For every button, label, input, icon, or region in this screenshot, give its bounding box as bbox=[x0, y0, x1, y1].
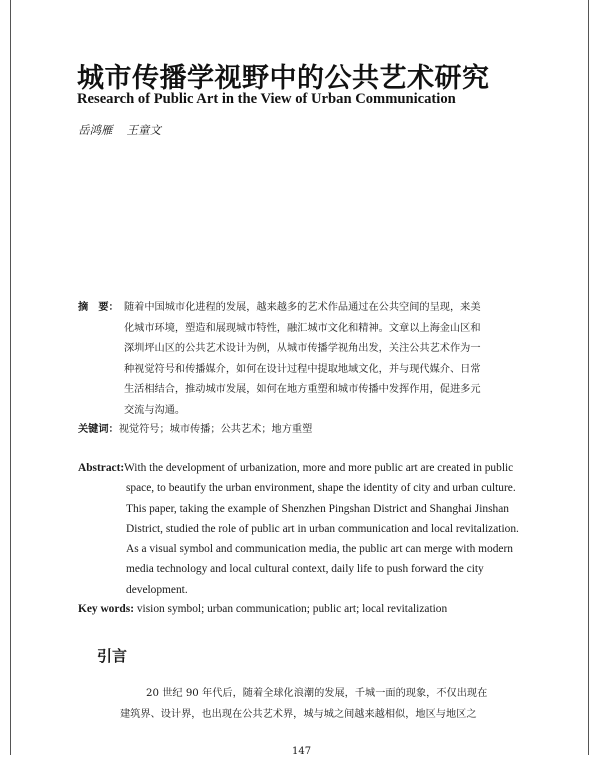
abstract-english-line: With the development of urbanization, more and more public art are created in public bbox=[124, 462, 514, 474]
paper-title-chinese: 城市传播学视野中的公共艺术研究 bbox=[77, 63, 490, 94]
author-list bbox=[78, 122, 161, 138]
abstract-english-line: development. bbox=[126, 583, 188, 596]
body-paragraph bbox=[120, 684, 535, 725]
author-name: 岳鸿雁 bbox=[78, 123, 113, 137]
abstract-english-line: As a visual symbol and communication media, the public art can merge with modern bbox=[126, 543, 513, 556]
abstract-chinese-line: 种视觉符号和传播媒介，如何在设计过程中提取地域文化，并与现代媒介、日常 bbox=[124, 363, 481, 375]
body-line: 建筑界、设计界，也出现在公共艺术界，城与城之间越来越相似，地区与地区之 bbox=[120, 708, 477, 720]
abstract-chinese-line: 化城市环境，塑造和展现城市特性，融汇城市文化和精神。文章以上海金山区和 bbox=[124, 322, 481, 334]
abstract-english-line: media technology and local cultural context, daily life to push forward the city bbox=[126, 563, 484, 576]
abstract-english bbox=[78, 458, 533, 600]
abstract-chinese bbox=[78, 298, 533, 421]
page-border-right bbox=[588, 0, 589, 755]
keywords-english bbox=[78, 603, 447, 615]
abstract-english-line: space, to beautify the urban environment, shape the identity of city and urban culture. bbox=[126, 482, 516, 495]
author-name: 王童文 bbox=[126, 123, 161, 137]
abstract-chinese-line: 交流与沟通。 bbox=[124, 404, 186, 416]
keywords-chinese-label: 关键词： bbox=[78, 424, 119, 435]
abstract-english-label: Abstract: bbox=[78, 462, 125, 474]
keywords-chinese-text: 视觉符号；城市传播；公共艺术；地方重塑 bbox=[118, 424, 313, 435]
page-border-left bbox=[10, 0, 11, 755]
keywords-english-text: vision symbol; urban communication; public art; local revitalization bbox=[136, 603, 448, 615]
abstract-chinese-label: 摘 要： bbox=[78, 302, 119, 313]
page-number: 147 bbox=[292, 746, 312, 757]
keywords-chinese bbox=[78, 420, 312, 435]
abstract-english-line: District, studied the role of public art in urban communication and local revitalization. bbox=[126, 522, 519, 535]
keywords-english-label: Key words: bbox=[78, 603, 134, 615]
body-line: 20 世纪 90 年代后，随着全球化浪潮的发展，千城一面的现象，不仅出现在 bbox=[146, 688, 488, 699]
section-heading-introduction: 引言 bbox=[97, 647, 128, 665]
abstract-english-line: This paper, taking the example of Shenzhen Pingshan District and Shanghai Jinshan bbox=[126, 502, 509, 515]
abstract-chinese-line: 生活相结合，推动城市发展，如何在地方重塑和城市传播中发挥作用，促进多元 bbox=[124, 384, 481, 395]
abstract-chinese-line: 随着中国城市化进程的发展，越来越多的艺术作品通过在公共空间的呈现，来美 bbox=[124, 302, 481, 313]
abstract-chinese-line: 深圳坪山区的公共艺术设计为例，从城市传播学视角出发，关注公共艺术作为一 bbox=[124, 343, 481, 354]
paper-title-english: Research of Public Art in the View of Urban Communication bbox=[77, 91, 456, 107]
